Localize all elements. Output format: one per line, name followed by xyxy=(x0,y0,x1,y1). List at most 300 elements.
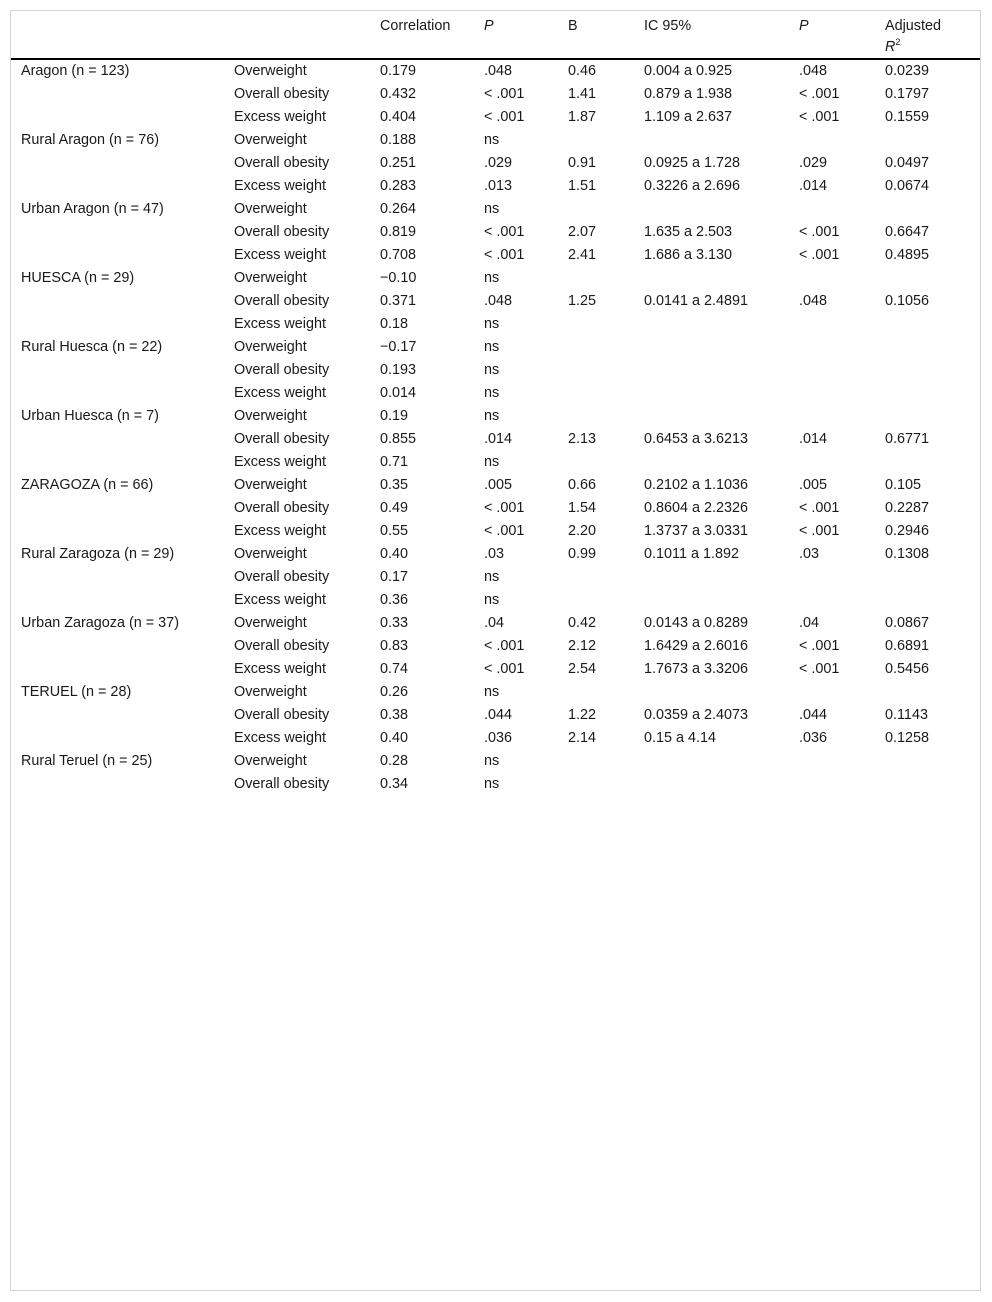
cell-ic95 xyxy=(634,566,789,589)
header-b: B xyxy=(568,18,578,34)
table-row xyxy=(11,520,980,543)
cell-b xyxy=(558,566,634,589)
table-row xyxy=(11,543,980,566)
cell-p-value-2 xyxy=(789,198,875,221)
cell-correlation: 0.404 xyxy=(380,109,417,125)
cell-p-value-2 xyxy=(789,589,875,612)
cell-group xyxy=(11,658,224,681)
table-row xyxy=(11,566,980,589)
cell-p-value: .048 xyxy=(484,293,513,309)
cell-b: 2.54 xyxy=(568,661,597,677)
cell-p-value-2 xyxy=(789,336,875,359)
cell-p-value: .014 xyxy=(484,431,513,447)
cell-measure: Excess weight xyxy=(234,592,326,608)
cell-p-value-2 xyxy=(789,451,875,474)
cell-correlation: 0.18 xyxy=(380,316,409,332)
cell-group xyxy=(11,175,224,198)
table-row xyxy=(11,106,980,129)
cell-group xyxy=(11,566,224,589)
cell-p-value: .044 xyxy=(484,707,513,723)
cell-b xyxy=(558,336,634,359)
cell-p-value-2 xyxy=(789,129,875,152)
table-row xyxy=(11,221,980,244)
cell-p-value-2 xyxy=(789,405,875,428)
cell-measure: Excess weight xyxy=(234,523,326,539)
cell-correlation: 0.49 xyxy=(380,500,409,516)
cell-b: 2.14 xyxy=(568,730,597,746)
cell-correlation: 0.371 xyxy=(380,293,417,309)
cell-group: Urban Huesca (n = 7) xyxy=(21,408,159,424)
cell-ic95 xyxy=(634,589,789,612)
table-row xyxy=(11,750,980,773)
cell-measure: Overall obesity xyxy=(234,707,330,723)
cell-measure: Overweight xyxy=(234,132,307,148)
cell-b: 1.25 xyxy=(568,293,597,309)
cell-group xyxy=(11,313,224,336)
cell-ic95 xyxy=(634,359,789,382)
cell-b xyxy=(558,451,634,474)
cell-p-value-2 xyxy=(789,382,875,405)
cell-adjusted-r2: 0.1143 xyxy=(885,707,928,723)
cell-measure: Overall obesity xyxy=(234,500,330,516)
cell-group xyxy=(11,152,224,175)
cell-p-value: < .001 xyxy=(484,224,525,240)
cell-correlation: 0.38 xyxy=(380,707,409,723)
cell-ic95 xyxy=(634,313,789,336)
table-row xyxy=(11,773,980,796)
cell-b: 2.07 xyxy=(568,224,597,240)
cell-p-value: .029 xyxy=(484,155,513,171)
table-row xyxy=(11,704,980,727)
cell-group xyxy=(11,290,224,313)
cell-b xyxy=(558,382,634,405)
cell-correlation: 0.193 xyxy=(380,362,417,378)
cell-b: 1.54 xyxy=(568,500,597,516)
cell-p-value-2: .014 xyxy=(799,431,828,447)
cell-ic95 xyxy=(634,451,789,474)
cell-ic95: 0.0925 a 1.728 xyxy=(644,155,741,171)
table-row xyxy=(11,59,980,83)
cell-adjusted-r2 xyxy=(875,773,980,796)
cell-group: HUESCA (n = 29) xyxy=(21,270,135,286)
cell-p-value: < .001 xyxy=(484,109,525,125)
cell-adjusted-r2 xyxy=(875,267,980,290)
cell-p-value-2: .036 xyxy=(799,730,828,746)
cell-group xyxy=(11,589,224,612)
cell-b xyxy=(558,750,634,773)
table-row xyxy=(11,727,980,750)
cell-adjusted-r2 xyxy=(875,336,980,359)
cell-correlation: 0.35 xyxy=(380,477,409,493)
cell-measure: Overweight xyxy=(234,753,307,769)
table-body xyxy=(11,59,980,796)
cell-p-value-2 xyxy=(789,267,875,290)
cell-adjusted-r2: 0.2946 xyxy=(885,523,930,539)
cell-correlation: 0.432 xyxy=(380,86,417,102)
cell-correlation: 0.26 xyxy=(380,684,409,700)
cell-measure: Excess weight xyxy=(234,316,326,332)
cell-b: 2.20 xyxy=(568,523,597,539)
cell-measure: Excess weight xyxy=(234,454,326,470)
table-row xyxy=(11,175,980,198)
cell-adjusted-r2: 0.4895 xyxy=(885,247,930,263)
cell-p-value: ns xyxy=(484,408,500,424)
cell-b: 1.41 xyxy=(568,86,597,102)
cell-correlation: 0.19 xyxy=(380,408,409,424)
cell-b: 1.87 xyxy=(568,109,597,125)
cell-p-value: < .001 xyxy=(484,500,525,516)
cell-p-value: .048 xyxy=(484,63,513,79)
cell-group xyxy=(11,704,224,727)
cell-measure: Overweight xyxy=(234,615,307,631)
cell-adjusted-r2 xyxy=(875,359,980,382)
cell-correlation: 0.74 xyxy=(380,661,409,677)
cell-group xyxy=(11,359,224,382)
table-row xyxy=(11,635,980,658)
cell-group: Urban Aragon (n = 47) xyxy=(21,201,164,217)
table-row xyxy=(11,589,980,612)
cell-measure: Overall obesity xyxy=(234,638,330,654)
cell-adjusted-r2: 0.1559 xyxy=(885,109,930,125)
cell-correlation: 0.855 xyxy=(380,431,417,447)
table-row xyxy=(11,267,980,290)
cell-p-value-2: < .001 xyxy=(799,638,840,654)
table-row xyxy=(11,612,980,635)
cell-p-value: ns xyxy=(484,132,500,148)
cell-correlation: 0.34 xyxy=(380,776,409,792)
cell-measure: Excess weight xyxy=(234,247,326,263)
cell-p-value: ns xyxy=(484,201,500,217)
cell-p-value-2: < .001 xyxy=(799,109,840,125)
cell-b xyxy=(558,405,634,428)
table-row xyxy=(11,359,980,382)
cell-adjusted-r2 xyxy=(875,382,980,405)
cell-correlation: 0.264 xyxy=(380,201,417,217)
cell-adjusted-r2: 0.1056 xyxy=(885,293,930,309)
cell-b: 2.41 xyxy=(568,247,597,263)
cell-b xyxy=(558,773,634,796)
table-row xyxy=(11,428,980,451)
cell-p-value-2: < .001 xyxy=(799,661,840,677)
cell-correlation: 0.283 xyxy=(380,178,417,194)
cell-measure: Overall obesity xyxy=(234,431,330,447)
cell-ic95 xyxy=(634,405,789,428)
cell-p-value-2 xyxy=(789,750,875,773)
table-row xyxy=(11,474,980,497)
cell-p-value-2: .04 xyxy=(799,615,820,631)
header-row xyxy=(11,11,980,59)
cell-p-value-2: .029 xyxy=(799,155,828,171)
cell-group xyxy=(11,382,224,405)
cell-ic95: 0.2102 a 1.1036 xyxy=(644,477,749,493)
cell-b: 0.66 xyxy=(568,477,597,493)
cell-ic95 xyxy=(634,382,789,405)
cell-b xyxy=(558,359,634,382)
cell-p-value-2: < .001 xyxy=(799,500,840,516)
cell-p-value: ns xyxy=(484,454,500,470)
cell-measure: Excess weight xyxy=(234,385,326,401)
table-row xyxy=(11,382,980,405)
cell-group xyxy=(11,497,224,520)
cell-measure: Overall obesity xyxy=(234,362,330,378)
cell-correlation: 0.17 xyxy=(380,569,409,585)
cell-b: 0.42 xyxy=(568,615,597,631)
cell-ic95: 0.004 a 0.925 xyxy=(644,63,733,79)
cell-correlation: 0.40 xyxy=(380,730,409,746)
cell-correlation: 0.55 xyxy=(380,523,409,539)
cell-group xyxy=(11,773,224,796)
cell-measure: Excess weight xyxy=(234,178,326,194)
cell-b xyxy=(558,129,634,152)
cell-adjusted-r2: 0.0867 xyxy=(885,615,930,631)
cell-ic95: 1.109 a 2.637 xyxy=(644,109,733,125)
cell-group: Aragon (n = 123) xyxy=(21,63,130,79)
cell-measure: Overweight xyxy=(234,408,307,424)
cell-group: Rural Zaragoza (n = 29) xyxy=(21,546,175,562)
cell-ic95 xyxy=(634,773,789,796)
cell-adjusted-r2: 0.1258 xyxy=(885,730,930,746)
cell-measure: Overall obesity xyxy=(234,293,330,309)
cell-group: ZARAGOZA (n = 66) xyxy=(21,477,154,493)
cell-group xyxy=(11,106,224,129)
cell-adjusted-r2: 0.6647 xyxy=(885,224,930,240)
cell-ic95: 1.6429 a 2.6016 xyxy=(644,638,749,654)
cell-adjusted-r2 xyxy=(875,198,980,221)
cell-adjusted-r2: 0.5456 xyxy=(885,661,930,677)
cell-p-value: < .001 xyxy=(484,247,525,263)
cell-p-value-2: .048 xyxy=(799,63,828,79)
cell-ic95: 1.7673 a 3.3206 xyxy=(644,661,749,677)
cell-measure: Overweight xyxy=(234,63,307,79)
table-row xyxy=(11,336,980,359)
cell-p-value-2: < .001 xyxy=(799,523,840,539)
cell-b: 1.51 xyxy=(568,178,597,194)
cell-p-value: ns xyxy=(484,339,500,355)
cell-p-value: < .001 xyxy=(484,638,525,654)
cell-b xyxy=(558,267,634,290)
cell-group xyxy=(11,451,224,474)
table-row xyxy=(11,152,980,175)
cell-adjusted-r2 xyxy=(875,589,980,612)
header-r-label: R xyxy=(885,39,896,55)
table-row xyxy=(11,290,980,313)
cell-group xyxy=(11,428,224,451)
cell-p-value-2 xyxy=(789,773,875,796)
cell-ic95: 1.686 a 3.130 xyxy=(644,247,733,263)
cell-measure: Overweight xyxy=(234,339,307,355)
cell-correlation: 0.33 xyxy=(380,615,409,631)
cell-correlation: 0.179 xyxy=(380,63,417,79)
cell-p-value: ns xyxy=(484,776,500,792)
header-adjusted-r2 xyxy=(875,11,980,59)
cell-p-value-2 xyxy=(789,359,875,382)
table-row xyxy=(11,313,980,336)
cell-p-value: ns xyxy=(484,270,500,286)
cell-p-value-2: .044 xyxy=(799,707,828,723)
table-row xyxy=(11,244,980,267)
cell-adjusted-r2: 0.6771 xyxy=(885,431,930,447)
cell-measure: Overall obesity xyxy=(234,224,330,240)
cell-measure: Excess weight xyxy=(234,730,326,746)
results-table xyxy=(11,11,980,796)
cell-p-value-2: < .001 xyxy=(799,247,840,263)
cell-b: 1.22 xyxy=(568,707,597,723)
cell-group xyxy=(11,83,224,106)
cell-p-value: ns xyxy=(484,362,500,378)
cell-adjusted-r2: 0.0497 xyxy=(885,155,930,171)
cell-measure: Overall obesity xyxy=(234,86,330,102)
cell-ic95: 0.879 a 1.938 xyxy=(644,86,733,102)
cell-b: 2.13 xyxy=(568,431,597,447)
cell-p-value-2 xyxy=(789,313,875,336)
cell-p-value-2 xyxy=(789,681,875,704)
table-row xyxy=(11,451,980,474)
cell-adjusted-r2: 0.1797 xyxy=(885,86,930,102)
cell-b: 0.99 xyxy=(568,546,597,562)
cell-correlation: −0.17 xyxy=(380,339,417,355)
cell-ic95: 0.1011 a 1.892 xyxy=(644,546,739,562)
cell-group: Urban Zaragoza (n = 37) xyxy=(21,615,179,631)
cell-p-value-2: .005 xyxy=(799,477,828,493)
cell-correlation: 0.708 xyxy=(380,247,417,263)
cell-measure: Overall obesity xyxy=(234,569,330,585)
cell-ic95: 0.0359 a 2.4073 xyxy=(644,707,749,723)
cell-correlation: 0.40 xyxy=(380,546,409,562)
cell-b: 0.91 xyxy=(568,155,597,171)
cell-b: 2.12 xyxy=(568,638,597,654)
cell-p-value-2: .014 xyxy=(799,178,828,194)
table-row xyxy=(11,198,980,221)
cell-ic95: 1.3737 a 3.0331 xyxy=(644,523,749,539)
cell-p-value: .036 xyxy=(484,730,513,746)
cell-p-value: < .001 xyxy=(484,86,525,102)
cell-ic95 xyxy=(634,267,789,290)
cell-adjusted-r2 xyxy=(875,451,980,474)
cell-b xyxy=(558,589,634,612)
cell-p-value-2 xyxy=(789,566,875,589)
cell-group xyxy=(11,635,224,658)
cell-correlation: 0.014 xyxy=(380,385,417,401)
cell-p-value: .005 xyxy=(484,477,513,493)
cell-p-value: ns xyxy=(484,385,500,401)
cell-p-value-2: .03 xyxy=(799,546,820,562)
header-p-value-2: P xyxy=(799,18,809,34)
cell-p-value: ns xyxy=(484,569,500,585)
cell-p-value: ns xyxy=(484,592,500,608)
cell-adjusted-r2: 0.1308 xyxy=(885,546,930,562)
header-r-superscript: 2 xyxy=(895,37,901,47)
cell-adjusted-r2 xyxy=(875,313,980,336)
cell-ic95 xyxy=(634,681,789,704)
cell-measure: Overweight xyxy=(234,270,307,286)
cell-b xyxy=(558,313,634,336)
cell-group xyxy=(11,244,224,267)
cell-ic95 xyxy=(634,750,789,773)
cell-measure: Overweight xyxy=(234,201,307,217)
cell-adjusted-r2: 0.0674 xyxy=(885,178,930,194)
cell-b xyxy=(558,681,634,704)
cell-group xyxy=(11,727,224,750)
cell-adjusted-r2 xyxy=(875,750,980,773)
cell-correlation: 0.819 xyxy=(380,224,417,240)
cell-ic95: 0.3226 a 2.696 xyxy=(644,178,741,194)
table-row xyxy=(11,83,980,106)
cell-adjusted-r2: 0.0239 xyxy=(885,63,930,79)
cell-adjusted-r2 xyxy=(875,681,980,704)
header-ic95: IC 95% xyxy=(644,18,692,34)
cell-group: Rural Teruel (n = 25) xyxy=(21,753,153,769)
cell-ic95: 0.0141 a 2.4891 xyxy=(644,293,749,309)
cell-correlation: −0.10 xyxy=(380,270,417,286)
cell-group xyxy=(11,520,224,543)
cell-p-value-2: .048 xyxy=(799,293,828,309)
cell-p-value: .04 xyxy=(484,615,505,631)
table-row xyxy=(11,497,980,520)
cell-ic95 xyxy=(634,129,789,152)
table-row xyxy=(11,405,980,428)
cell-adjusted-r2 xyxy=(875,405,980,428)
cell-adjusted-r2: 0.105 xyxy=(885,477,922,493)
header-group xyxy=(11,11,224,59)
cell-measure: Excess weight xyxy=(234,109,326,125)
cell-p-value: ns xyxy=(484,684,500,700)
cell-p-value: .03 xyxy=(484,546,505,562)
cell-measure: Overall obesity xyxy=(234,155,330,171)
table-row xyxy=(11,681,980,704)
cell-group xyxy=(11,221,224,244)
cell-adjusted-r2: 0.2287 xyxy=(885,500,930,516)
header-p-value: P xyxy=(484,18,494,34)
cell-adjusted-r2: 0.6891 xyxy=(885,638,930,654)
cell-ic95 xyxy=(634,336,789,359)
cell-b xyxy=(558,198,634,221)
table-header xyxy=(11,11,980,59)
cell-p-value-2: < .001 xyxy=(799,86,840,102)
cell-measure: Overweight xyxy=(234,684,307,700)
cell-correlation: 0.83 xyxy=(380,638,409,654)
table-row xyxy=(11,658,980,681)
cell-measure: Overweight xyxy=(234,546,307,562)
header-adjusted-label: Adjusted xyxy=(885,18,942,34)
cell-ic95: 0.0143 a 0.8289 xyxy=(644,615,749,631)
cell-correlation: 0.251 xyxy=(380,155,417,171)
cell-correlation: 0.188 xyxy=(380,132,417,148)
cell-group: Rural Huesca (n = 22) xyxy=(21,339,163,355)
cell-p-value: .013 xyxy=(484,178,513,194)
cell-p-value: ns xyxy=(484,753,500,769)
cell-ic95: 0.15 a 4.14 xyxy=(644,730,717,746)
cell-measure: Overweight xyxy=(234,477,307,493)
cell-adjusted-r2 xyxy=(875,129,980,152)
cell-group: TERUEL (n = 28) xyxy=(21,684,132,700)
cell-p-value: ns xyxy=(484,316,500,332)
cell-correlation: 0.28 xyxy=(380,753,409,769)
cell-p-value-2: < .001 xyxy=(799,224,840,240)
cell-p-value: < .001 xyxy=(484,661,525,677)
table-container xyxy=(10,10,981,1291)
table-row xyxy=(11,129,980,152)
header-measure xyxy=(224,11,370,59)
cell-ic95 xyxy=(634,198,789,221)
header-correlation: Correlation xyxy=(380,18,451,34)
cell-group: Rural Aragon (n = 76) xyxy=(21,132,159,148)
cell-ic95: 0.8604 a 2.2326 xyxy=(644,500,749,516)
cell-ic95: 0.6453 a 3.6213 xyxy=(644,431,749,447)
cell-correlation: 0.36 xyxy=(380,592,409,608)
cell-p-value: < .001 xyxy=(484,523,525,539)
cell-adjusted-r2 xyxy=(875,566,980,589)
cell-ic95: 1.635 a 2.503 xyxy=(644,224,733,240)
